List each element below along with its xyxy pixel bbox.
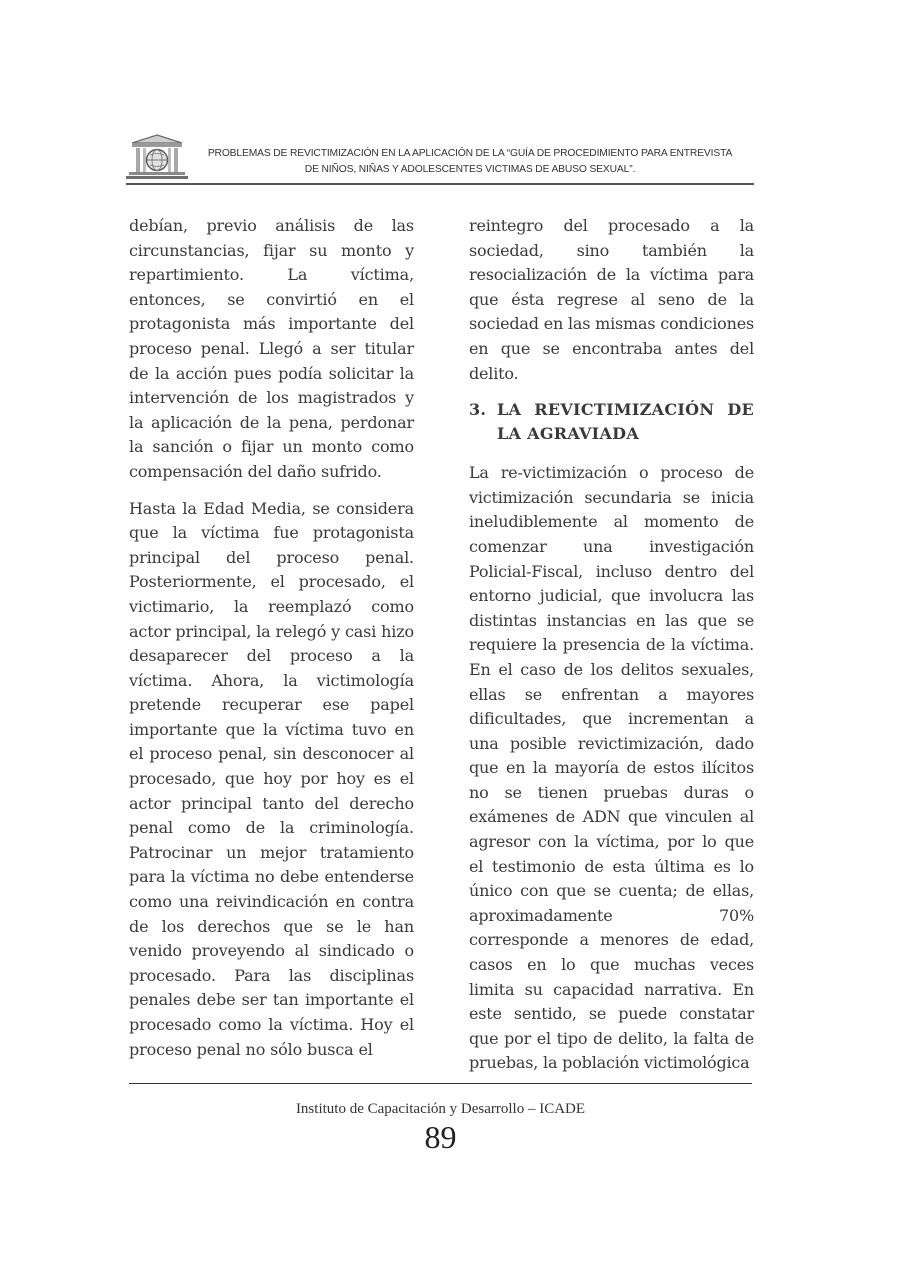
section-title: LA REVICTIMIZACIÓN DE LA AGRAVIADA	[497, 400, 754, 443]
running-header	[126, 133, 754, 185]
body-paragraph: reintegro del procesado a la sociedad, sino también la resocialización de la víctima para que ésta regrese al seno de la sociedad en las mismas condiciones en que se encontraba antes del delito.	[469, 216, 754, 383]
header-line-2: DE NIÑOS, NIÑAS Y ADOLESCENTES VICTIMAS DE ABUSO SEXUAL”.	[304, 164, 636, 175]
right-column	[469, 214, 754, 1088]
body-paragraph: debían, previo análisis de las circunstancias, fijar su monto y repartimiento. La víctima, entonces, se convirtió en el protagonista más importante del proceso penal. Llegó a ser titular de la acción pues podía solicitar la intervención de los magistrados y la aplicación de la pena, perdonar la sanción o fijar un monto como compensación del daño sufrido.	[129, 216, 414, 481]
footer-divider	[129, 1083, 752, 1084]
header-title	[200, 146, 740, 178]
left-column	[129, 214, 414, 1074]
body-paragraph: Hasta la Edad Media, se considera que la víctima fue protagonista principal del proceso penal. Posteriormente, el procesado, el victimario, la reemplazó como actor principal, la relegó y casi hizo desaparecer del proceso a la víctima. Ahora, la victimología pretende recuperar ese papel importante que la víctima tuvo en el proceso penal, sin desconocer al procesado, que hoy por hoy es el actor principal tanto del derecho penal como de la criminología. Patrocinar un mejor tratamiento para la víctima no debe entenderse como una reivindicación en contra de los derechos que se le han venido proveyendo al sindicado o procesado. Para las disciplinas penales debe ser tan importante el procesado como la víctima. Hoy el proceso penal no sólo busca el	[129, 498, 414, 1059]
body-paragraph: La re-victimización o proceso de victimización secundaria se inicia ineludiblemente al momento de comenzar una investigación Policial-Fiscal, incluso dentro del entorno judicial, que involucra las distintas instancias en las que se requiere la presencia de la víctima. En el caso de los delitos sexuales, ellas se enfrentan a mayores dificultades, que incrementan a una posible revictimización, dado que en la mayoría de estos ilícitos no se tienen pruebas duras o exámenes de ADN que vinculen al agresor con la víctima, por lo que el testimonio de esta última es lo único con que se cuenta; de ellas, aproximadamente 70% corresponde a menores de edad, casos en lo que muchas veces limita su capacidad narrativa. En este sentido, se puede constatar que por el tipo de delito, la falta de pruebas, la población victimológica	[469, 463, 754, 1073]
institution-building-logo-icon	[126, 133, 188, 181]
page-number: 89	[424, 1119, 457, 1155]
header-line-1: PROBLEMAS DE REVICTIMIZACIÓN EN LA APLICACIÓN DE LA “GUÍA DE PROCEDIMIENTO PARA ENTREVISTA	[207, 148, 733, 159]
header-divider	[126, 183, 754, 185]
section-number: 3.	[469, 400, 487, 420]
footer-institution: Instituto de Capacitación y Desarrollo – ICADE	[295, 1101, 586, 1117]
section-heading	[469, 398, 754, 445]
